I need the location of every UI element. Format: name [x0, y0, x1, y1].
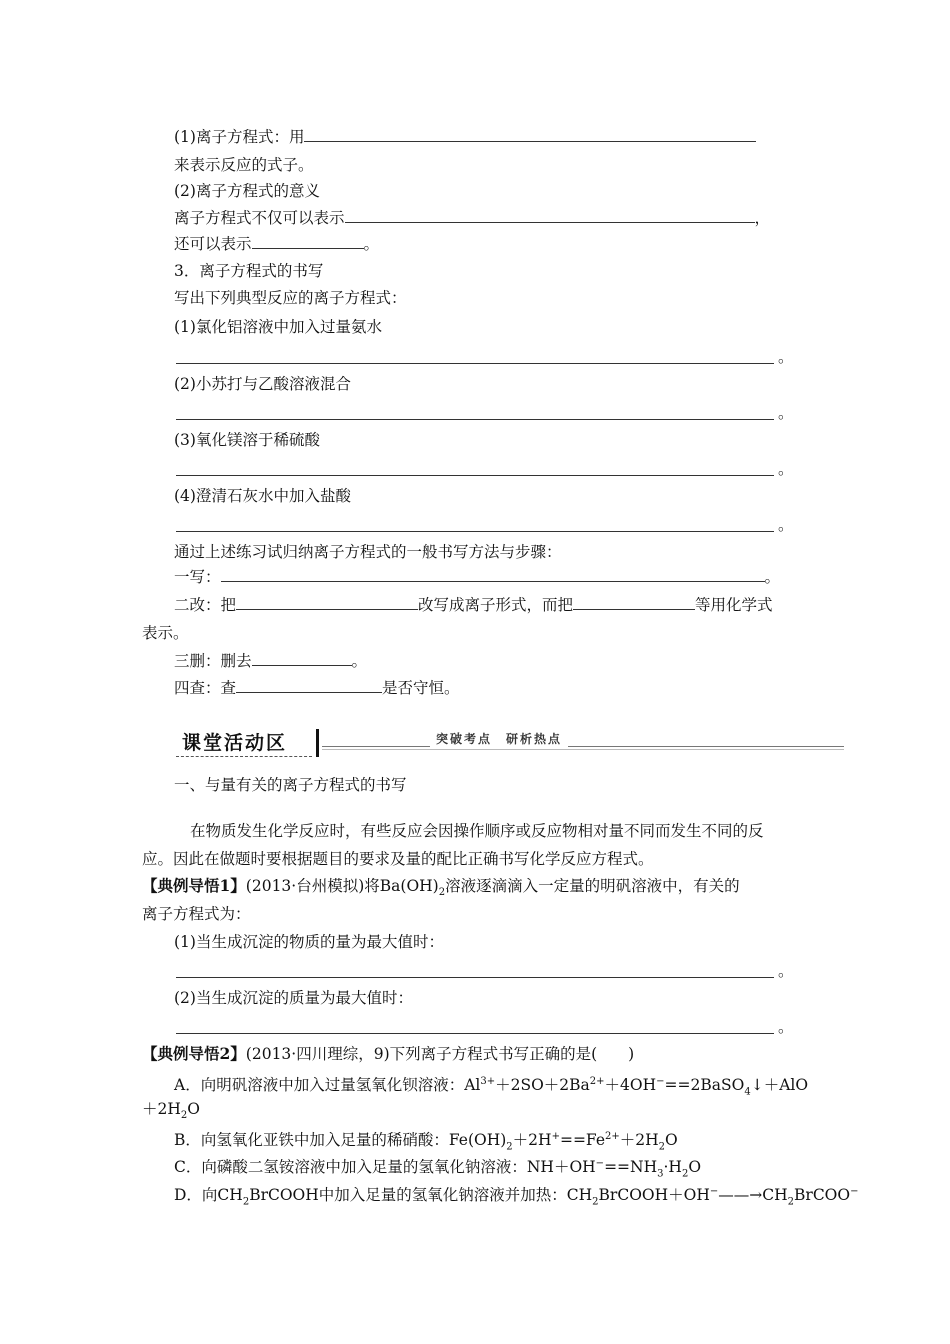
period-2: 。	[778, 404, 794, 422]
step-2: 二改：把 改写成离子形式，而把 等用化学式	[174, 596, 773, 614]
example-1-label: 【典例导悟1】	[142, 876, 246, 895]
answer-blank-3[interactable]	[176, 474, 774, 476]
step-3: 三删：删去 。	[174, 652, 368, 670]
period-1: 。	[778, 348, 794, 366]
answer-blank-4[interactable]	[176, 530, 774, 532]
summary-line: 通过上述练习试归纳离子方程式的一般书写方法与步骤：	[174, 543, 562, 561]
example-1: 【典例导悟1】(2013·台州模拟)将$Ba(OH)_2$溶液逐滴滴入一定量的明矾溶液中，有关的	[142, 876, 740, 899]
banner-dashed-underline	[176, 756, 312, 757]
step-4: 四查：查 是否守恒。	[174, 679, 460, 697]
banner-rule	[322, 746, 844, 747]
line-writing-instruction: 写出下列典型反应的离子方程式：	[174, 289, 407, 307]
example-2-label: 【典例导悟2】	[142, 1044, 246, 1063]
example-1-line-2: 离子方程式为：	[142, 905, 251, 923]
step-1: 一写： 。	[174, 568, 781, 586]
line-ionic-equation-definition: (1)离子方程式：用	[174, 126, 756, 148]
example-1-answer-blank-2[interactable]	[176, 1032, 774, 1034]
blank-step-4[interactable]	[236, 677, 382, 693]
banner-rule-secondary	[322, 749, 844, 750]
section-heading: 一、与量有关的离子方程式的书写	[174, 776, 407, 794]
period-4: 。	[778, 516, 794, 534]
example-1-question-1: (1)当生成沉淀的物质的量为最大值时：	[174, 933, 444, 951]
option-c[interactable]: C．向磷酸二氢铵溶液中加入足量的氢氧化钠溶液：$NH+OH^-==NH_3\cdot H_2O$	[174, 1158, 702, 1180]
option-a-continued: $+2H_2O$	[142, 1100, 200, 1122]
blank-definition[interactable]	[304, 126, 756, 142]
section-paragraph-1: 在物质发生化学反应时，有些反应会因操作顺序或反应物相对量不同而发生不同的反	[190, 822, 764, 840]
line-definition-end: 来表示反应的式子。	[174, 156, 314, 174]
example-1-answer-blank-1[interactable]	[176, 976, 774, 978]
section-paragraph-2: 应。因此在做题时要根据题目的要求及量的配比正确书写化学反应方程式。	[142, 850, 654, 868]
option-b[interactable]: B．向氢氧化亚铁中加入足量的稀硝酸：$Fe(OH)_2+2H^+==Fe^{2+}+2H_2O$	[174, 1131, 678, 1153]
period-5: 。	[778, 962, 794, 980]
line-writing-heading: 3．离子方程式的书写	[174, 262, 324, 280]
banner-title: 课堂活动区	[182, 732, 288, 754]
option-a[interactable]: A．向明矾溶液中加入过量氢氧化钡溶液：$Al^{3+}+2SO+2Ba^{2+}+4OH^-==2BaSO_4↓+AlO$	[174, 1076, 809, 1098]
period-3: 。	[778, 460, 794, 478]
blank-meaning-1[interactable]	[345, 207, 755, 223]
section-banner	[176, 728, 844, 758]
question-4: (4)澄清石灰水中加入盐酸	[174, 487, 351, 505]
blank-step-2a[interactable]	[236, 594, 418, 610]
line-meaning-1: 离子方程式不仅可以表示 ，	[174, 209, 771, 227]
question-3: (3)氧化镁溶于稀硫酸	[174, 431, 320, 449]
option-d[interactable]: D．向$CH_2BrCOOH$中加入足量的氢氧化钠溶液并加热：$CH_2BrCOOH+OH^-——\to CH_2BrCOO^-$	[174, 1186, 859, 1208]
banner-vertical-bar	[316, 729, 319, 757]
period-6: 。	[778, 1018, 794, 1036]
line-meaning-2: 还可以表示 。	[174, 235, 380, 253]
banner-subtitle: 突破考点 研析热点	[430, 731, 568, 747]
answer-blank-2[interactable]	[176, 418, 774, 420]
line-meaning-heading: (2)离子方程式的意义	[174, 182, 320, 200]
blank-meaning-2[interactable]	[252, 233, 364, 249]
question-1: (1)氯化铝溶液中加入过量氨水	[174, 318, 382, 336]
example-1-question-2: (2)当生成沉淀的质量为最大值时：	[174, 989, 413, 1007]
blank-step-2b[interactable]	[573, 594, 695, 610]
step-2-continued: 表示。	[142, 624, 189, 642]
blank-step-3[interactable]	[252, 650, 352, 666]
blank-step-1[interactable]	[221, 566, 765, 582]
question-2: (2)小苏打与乙酸溶液混合	[174, 375, 351, 393]
answer-blank-1[interactable]	[176, 362, 774, 364]
example-2: 【典例导悟2】(2013·四川理综，9)下列离子方程式书写正确的是( )	[142, 1044, 635, 1063]
